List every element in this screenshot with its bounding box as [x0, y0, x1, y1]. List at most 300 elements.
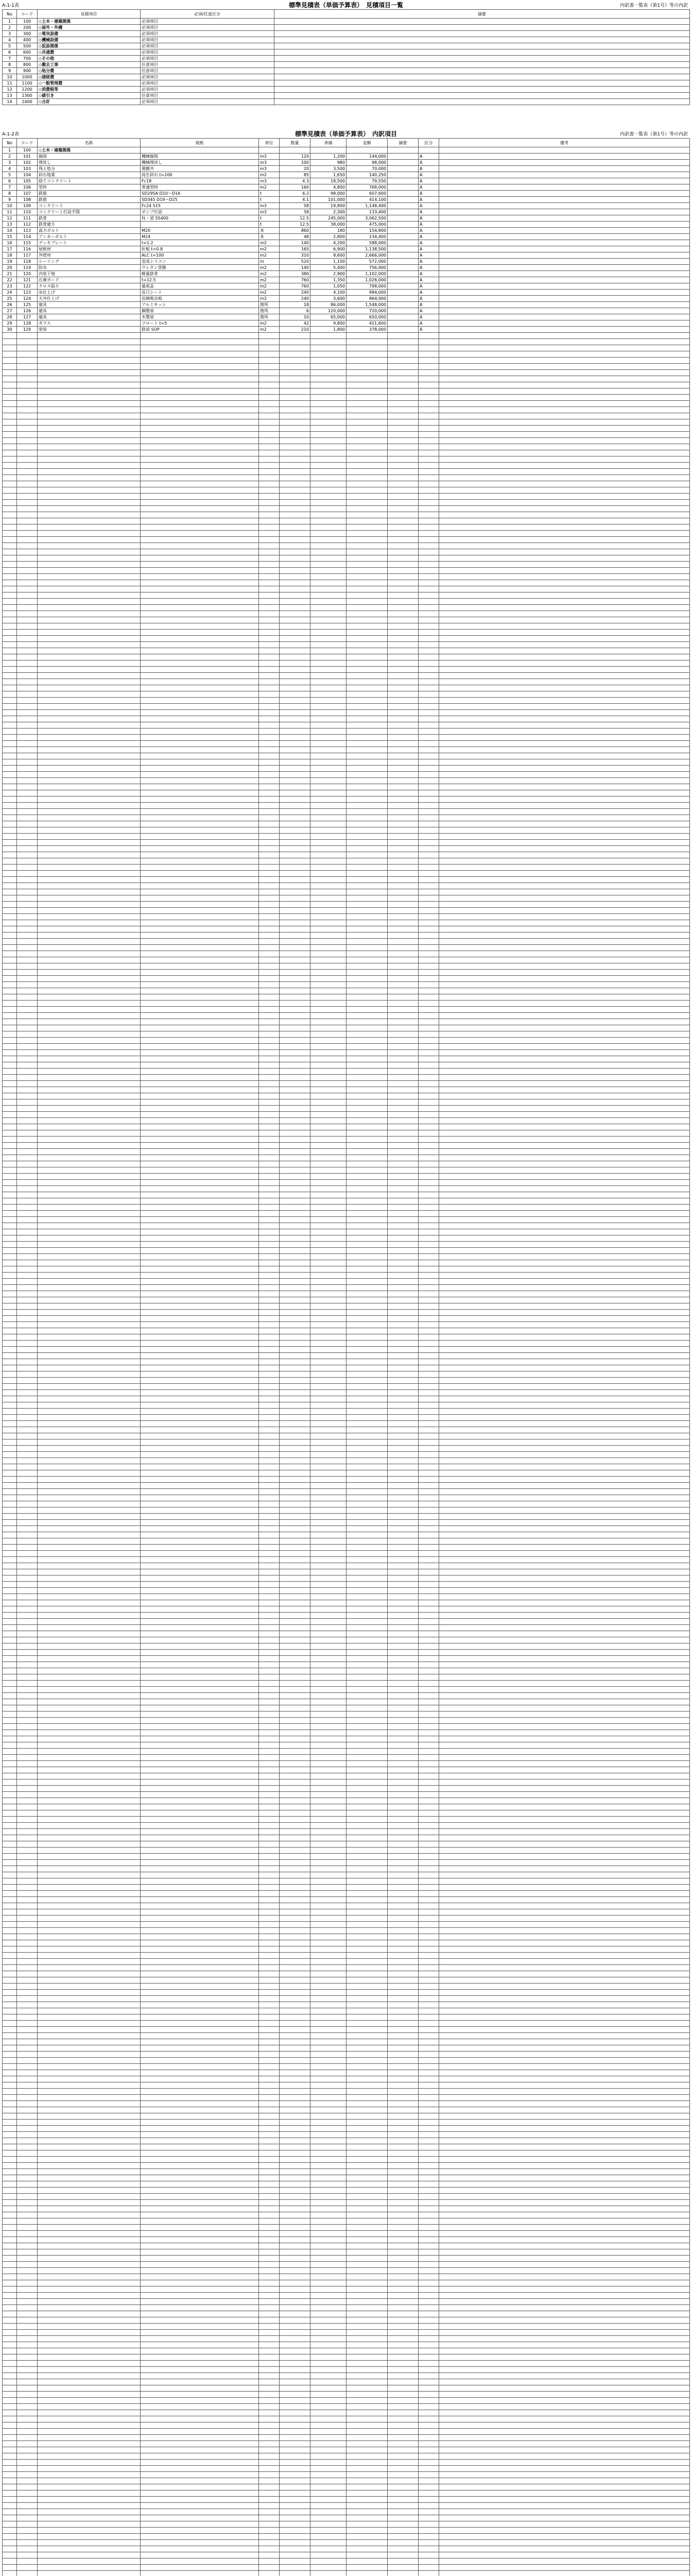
table-row: [3, 62, 690, 68]
empty-row: [3, 988, 690, 994]
table-row: [3, 87, 690, 93]
empty-row: [3, 1891, 690, 1897]
empty-row: [3, 1378, 690, 1384]
table-cell: A: [419, 178, 439, 184]
empty-row: [3, 1613, 690, 1619]
empty-row: [3, 1606, 690, 1613]
empty-row: [3, 1409, 690, 1415]
empty-row: [3, 809, 690, 815]
table-cell: 14: [3, 228, 17, 234]
empty-row: [3, 1823, 690, 1829]
table-cell: [388, 308, 419, 314]
table-row: [3, 240, 690, 246]
empty-row: [3, 549, 690, 555]
table-cell: 7: [3, 56, 17, 62]
table-cell: 24: [3, 290, 17, 296]
empty-row: [3, 2256, 690, 2262]
table-cell: 必須項目: [141, 43, 274, 49]
empty-row: [3, 605, 690, 611]
empty-row: [3, 2095, 690, 2101]
empty-row: [3, 450, 690, 456]
table-cell: [388, 290, 419, 296]
table-cell: [439, 166, 690, 172]
empty-row: [3, 716, 690, 722]
table-cell: 必須項目: [141, 99, 274, 105]
empty-row: [3, 1205, 690, 1211]
table-cell: [439, 160, 690, 166]
empty-row: [3, 611, 690, 617]
empty-row: [3, 1625, 690, 1631]
table-cell: 414,100: [347, 197, 388, 203]
table-cell: 25: [3, 296, 17, 302]
empty-row: [3, 2039, 690, 2045]
table-cell: [439, 308, 690, 314]
table-cell: m2: [259, 172, 280, 178]
empty-row: [3, 1507, 690, 1514]
table-row: [3, 259, 690, 265]
table-cell: 量産品: [141, 283, 259, 290]
table-cell: 103: [17, 166, 38, 172]
empty-row: [3, 1050, 690, 1056]
table-cell: [439, 228, 690, 234]
empty-row: [3, 1786, 690, 1792]
table-cell: 柱・梁 SS400: [141, 215, 259, 222]
empty-row: [3, 1174, 690, 1180]
table-cell: Fc24 S15: [141, 203, 259, 209]
empty-row: [3, 2212, 690, 2218]
table-row: [3, 283, 690, 290]
empty-row: [3, 815, 690, 821]
table-cell: 鉄骨: [38, 215, 141, 222]
table-cell: 4,200: [310, 240, 347, 246]
empty-row: [3, 1749, 690, 1755]
empty-row: [3, 691, 690, 698]
table-row: [3, 154, 690, 160]
empty-row: [3, 1093, 690, 1099]
table-cell: 運搬共: [141, 166, 259, 172]
column-header: 摘要: [274, 10, 690, 19]
table-cell: 122: [17, 283, 38, 290]
empty-row: [3, 617, 690, 623]
table-cell: 28: [3, 314, 17, 320]
table-cell: [439, 172, 690, 178]
empty-row: [3, 834, 690, 840]
table-cell: 58: [280, 209, 310, 215]
table-cell: 3: [3, 31, 17, 37]
table-cell: 7: [3, 184, 17, 191]
empty-row: [3, 1483, 690, 1489]
table-cell: [274, 49, 690, 56]
table-cell: 65,000: [310, 314, 347, 320]
table-cell: 21: [3, 271, 17, 277]
table-cell: [439, 252, 690, 259]
empty-row: [3, 1631, 690, 1637]
table-cell: A: [419, 222, 439, 228]
table-cell: 160: [280, 184, 310, 191]
empty-row: [3, 1433, 690, 1439]
empty-row: [3, 401, 690, 407]
empty-row: [3, 673, 690, 679]
table-cell: ◇その他: [38, 56, 141, 62]
table-cell: [439, 184, 690, 191]
empty-row: [3, 778, 690, 784]
empty-row: [3, 1458, 690, 1464]
table-cell: 18: [3, 252, 17, 259]
empty-row: [3, 1365, 690, 1371]
table-cell: 2,800: [310, 234, 347, 240]
empty-row: [3, 2181, 690, 2188]
table-cell: 外壁材: [38, 252, 141, 259]
table-cell: 109: [17, 203, 38, 209]
empty-row: [3, 487, 690, 494]
empty-row: [3, 562, 690, 568]
table-cell: 98,000: [310, 191, 347, 197]
table-cell: [439, 296, 690, 302]
table-cell: 屋根材: [38, 246, 141, 252]
empty-row: [3, 524, 690, 531]
empty-row: [3, 333, 690, 339]
empty-row: [3, 555, 690, 562]
table-cell: ALC t=100: [141, 252, 259, 259]
empty-row: [3, 2052, 690, 2058]
table-cell: 100: [280, 160, 310, 166]
sheet2-header-row: [3, 139, 690, 147]
table-cell: A: [419, 314, 439, 320]
empty-row: [3, 2126, 690, 2132]
table-cell: t=12.5: [141, 277, 259, 283]
table-row: [3, 68, 690, 74]
table-row: [3, 296, 690, 302]
table-cell: [439, 215, 690, 222]
empty-row: [3, 2373, 690, 2379]
empty-row: [3, 2330, 690, 2336]
table-cell: 475,000: [347, 222, 388, 228]
table-cell: フロート t=5: [141, 320, 259, 327]
column-header: 金額: [347, 139, 388, 147]
empty-row: [3, 2416, 690, 2422]
table-cell: 127: [17, 314, 38, 320]
table-cell: 13: [3, 93, 17, 99]
table-cell: 144,000: [347, 154, 388, 160]
table-cell: A: [419, 209, 439, 215]
empty-row: [3, 2218, 690, 2225]
table-cell: 500: [17, 43, 38, 49]
empty-row: [3, 1514, 690, 1520]
table-cell: 108: [17, 197, 38, 203]
table-cell: 4,100: [310, 290, 347, 296]
column-header: 数量: [280, 139, 310, 147]
column-header: 備考: [439, 139, 690, 147]
empty-row: [3, 1674, 690, 1681]
table-cell: m3: [259, 209, 280, 215]
column-header: 必須/任意区分: [141, 10, 274, 19]
table-cell: 本: [259, 234, 280, 240]
table-cell: [347, 147, 388, 154]
table-row: [3, 178, 690, 184]
empty-row: [3, 1934, 690, 1940]
empty-row: [3, 722, 690, 728]
table-cell: 1,548,000: [347, 302, 388, 308]
table-cell: 掘削: [38, 154, 141, 160]
table-cell: t: [259, 197, 280, 203]
table-cell: クロス貼り: [38, 283, 141, 290]
empty-row: [3, 1959, 690, 1965]
empty-row: [3, 1044, 690, 1050]
table-cell: 310: [280, 252, 310, 259]
table-cell: 110: [17, 209, 38, 215]
table-cell: 2,900: [310, 271, 347, 277]
table-cell: デッキプレート: [38, 240, 141, 246]
empty-row: [3, 2484, 690, 2490]
table-cell: 機械掘削: [141, 154, 259, 160]
empty-row: [3, 2262, 690, 2268]
table-cell: 6: [280, 308, 310, 314]
empty-row: [3, 1619, 690, 1625]
empty-row: [3, 592, 690, 599]
table-cell: [439, 314, 690, 320]
empty-row: [3, 1767, 690, 1773]
empty-row: [3, 1699, 690, 1705]
table-cell: [388, 203, 419, 209]
empty-row: [3, 803, 690, 809]
empty-row: [3, 970, 690, 976]
empty-row: [3, 902, 690, 908]
table-cell: 400: [17, 37, 38, 43]
empty-row: [3, 1211, 690, 1217]
empty-row: [3, 710, 690, 716]
table-cell: SD345 D19〜D25: [141, 197, 259, 203]
empty-row: [3, 2305, 690, 2311]
table-cell: 鉄骨建方: [38, 222, 141, 228]
table-row: [3, 80, 690, 87]
empty-row: [3, 1953, 690, 1959]
empty-row: [3, 1903, 690, 1909]
empty-row: [3, 2528, 690, 2534]
table-cell: 29: [3, 320, 17, 327]
table-cell: A: [419, 172, 439, 178]
empty-row: [3, 1359, 690, 1365]
table-cell: 180: [310, 228, 347, 234]
table-cell: 1,138,500: [347, 246, 388, 252]
empty-row: [3, 1495, 690, 1501]
table-cell: 普通型枠: [141, 184, 259, 191]
table-cell: [388, 283, 419, 290]
table-row: [3, 56, 690, 62]
table-cell: 内装下地: [38, 271, 141, 277]
table-cell: SD295A D10〜D16: [141, 191, 259, 197]
empty-row: [3, 821, 690, 827]
empty-row: [3, 2379, 690, 2385]
table-cell: ウレタン塗膜: [141, 265, 259, 271]
table-cell: 600: [17, 49, 38, 56]
table-cell: ◇値引き: [38, 93, 141, 99]
empty-row: [3, 2453, 690, 2460]
table-cell: 12: [3, 215, 17, 222]
empty-row: [3, 1650, 690, 1656]
empty-row: [3, 1841, 690, 1848]
empty-row: [3, 2033, 690, 2039]
empty-row: [3, 1353, 690, 1359]
empty-row: [3, 2163, 690, 2169]
empty-row: [3, 753, 690, 759]
table-cell: 106: [17, 184, 38, 191]
table-cell: [439, 154, 690, 160]
table-cell: 1,102,000: [347, 271, 388, 277]
table-cell: 1,100: [310, 259, 347, 265]
table-cell: A: [419, 154, 439, 160]
empty-row: [3, 475, 690, 481]
table-cell: m3: [259, 154, 280, 160]
empty-row: [3, 747, 690, 753]
table-cell: [274, 93, 690, 99]
empty-row: [3, 1347, 690, 1353]
empty-row: [3, 1872, 690, 1878]
table-cell: ◇電気設備: [38, 31, 141, 37]
empty-row: [3, 2268, 690, 2274]
table-cell: 98,000: [347, 160, 388, 166]
table-cell: 3,600: [310, 296, 347, 302]
empty-row: [3, 1940, 690, 1946]
table-cell: m2: [259, 296, 280, 302]
table-row: [3, 246, 690, 252]
empty-row: [3, 1817, 690, 1823]
empty-row: [3, 858, 690, 865]
table-cell: 800: [17, 62, 38, 68]
empty-row: [3, 364, 690, 370]
table-cell: 154,800: [347, 228, 388, 234]
empty-row: [3, 481, 690, 487]
table-cell: 2: [3, 25, 17, 31]
empty-row: [3, 1718, 690, 1724]
empty-row: [3, 840, 690, 846]
table-row: [3, 172, 690, 178]
table-cell: ◇処分費: [38, 68, 141, 74]
empty-row: [3, 1878, 690, 1885]
table-cell: [274, 74, 690, 80]
empty-row: [3, 2361, 690, 2367]
table-cell: ◇土木・建築関係: [38, 147, 141, 154]
table-row: [3, 290, 690, 296]
table-cell: 建具: [38, 308, 141, 314]
table-cell: [274, 19, 690, 25]
empty-row: [3, 1885, 690, 1891]
table-cell: 砕石地業: [38, 172, 141, 178]
table-cell: A: [419, 271, 439, 277]
table-cell: 9: [3, 68, 17, 74]
empty-row: [3, 865, 690, 871]
table-cell: 任意項目: [141, 68, 274, 74]
empty-row: [3, 2515, 690, 2521]
table-cell: A: [419, 302, 439, 308]
table-cell: A: [419, 197, 439, 203]
table-cell: 607,600: [347, 191, 388, 197]
empty-row: [3, 2546, 690, 2552]
table-row: [3, 31, 690, 37]
empty-row: [3, 1575, 690, 1582]
empty-row: [3, 2311, 690, 2317]
empty-row: [3, 766, 690, 772]
empty-row: [3, 2540, 690, 2546]
empty-row: [3, 1384, 690, 1390]
empty-row: [3, 920, 690, 926]
table-cell: 26: [3, 302, 17, 308]
table-row: [3, 308, 690, 314]
table-cell: [388, 314, 419, 320]
empty-row: [3, 1069, 690, 1075]
empty-row: [3, 407, 690, 413]
column-header: 区分: [419, 139, 439, 147]
table-cell: 1,200: [310, 154, 347, 160]
table-cell: A: [419, 228, 439, 234]
table-cell: ◇土木・建築関係: [38, 19, 141, 25]
empty-row: [3, 1001, 690, 1007]
empty-row: [3, 463, 690, 469]
table-cell: 128: [17, 320, 38, 327]
table-cell: A: [419, 290, 439, 296]
empty-row: [3, 759, 690, 766]
empty-row: [3, 382, 690, 388]
empty-row: [3, 512, 690, 518]
table-cell: [439, 302, 690, 308]
table-cell: 113: [17, 228, 38, 234]
table-cell: m2: [259, 265, 280, 271]
empty-row: [3, 1643, 690, 1650]
table-cell: 760: [280, 277, 310, 283]
table-cell: [439, 222, 690, 228]
table-cell: A: [419, 320, 439, 327]
empty-row: [3, 2354, 690, 2361]
table-cell: A: [419, 296, 439, 302]
table-cell: t: [259, 222, 280, 228]
table-cell: ガラス: [38, 320, 141, 327]
table-cell: 124: [17, 296, 38, 302]
table-cell: 650,000: [347, 314, 388, 320]
empty-row: [3, 1860, 690, 1866]
table-cell: [274, 80, 690, 87]
empty-row: [3, 358, 690, 364]
sheet2-form-no: A-1-2表: [2, 132, 19, 137]
sheet1-org: 内訳書一覧表（第1号）等の内訳: [620, 3, 688, 8]
table-cell: 鉄筋: [38, 197, 141, 203]
empty-row: [3, 2132, 690, 2138]
table-cell: 140: [280, 240, 310, 246]
empty-row: [3, 1489, 690, 1495]
empty-row: [3, 1223, 690, 1229]
table-cell: [439, 290, 690, 296]
empty-row: [3, 1130, 690, 1137]
table-cell: 119: [17, 265, 38, 271]
empty-row: [3, 1297, 690, 1303]
table-cell: A: [419, 308, 439, 314]
empty-row: [3, 1984, 690, 1990]
table-cell: 700: [17, 56, 38, 62]
empty-row: [3, 1099, 690, 1106]
empty-row: [3, 1829, 690, 1835]
table-cell: 2,666,000: [347, 252, 388, 259]
empty-row: [3, 1285, 690, 1291]
empty-row: [3, 951, 690, 957]
table-cell: 134,400: [347, 234, 388, 240]
table-cell: 300: [17, 31, 38, 37]
empty-row: [3, 388, 690, 395]
table-cell: m2: [259, 240, 280, 246]
table-cell: 1,148,400: [347, 203, 388, 209]
column-header: コード: [17, 10, 38, 19]
empty-row: [3, 2293, 690, 2299]
empty-row: [3, 1922, 690, 1928]
empty-row: [3, 2509, 690, 2515]
empty-row: [3, 2101, 690, 2107]
